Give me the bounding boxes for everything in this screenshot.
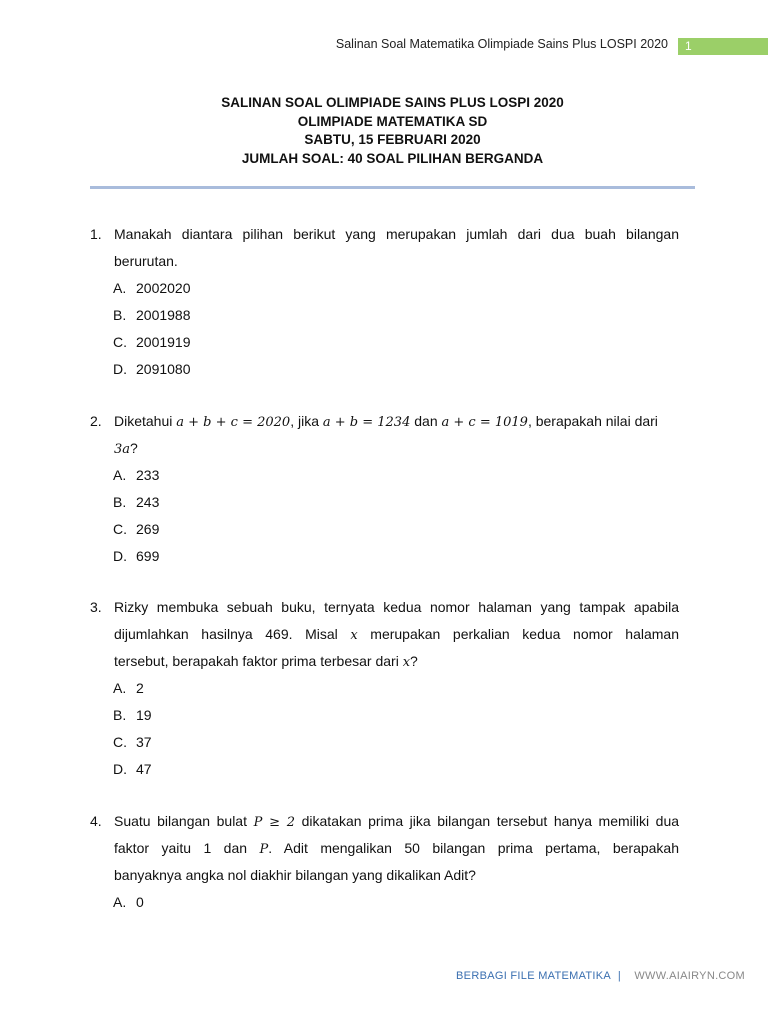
option-value: 233 [136, 467, 160, 483]
option-d [90, 543, 679, 570]
text-run: tersebut, berapakah faktor prima terbesar dari [114, 653, 399, 669]
text-run: dijumlahkan hasilnya 469. Misal [114, 626, 338, 642]
option-letter: C. [113, 521, 127, 537]
title-block [90, 94, 695, 168]
option-value: 2091080 [136, 361, 191, 377]
text-run: ? [130, 440, 138, 456]
math-expression: x [350, 628, 358, 643]
option-value: 2001919 [136, 334, 191, 350]
title-line-4: JUMLAH SOAL: 40 SOAL PILIHAN BERGANDA [241, 150, 544, 166]
question-text: Manakah diantara pilihan berikut yang merupakan jumlah dari dua buah bilangan [114, 226, 679, 242]
question-text: banyaknya angka nol diakhir bilangan yang dikalikan Adit? [114, 867, 476, 883]
option-value: 2002020 [136, 280, 191, 296]
title-line-3: SABTU, 15 FEBRUARI 2020 [304, 132, 481, 147]
option-letter: B. [113, 707, 127, 723]
option-letter: C. [113, 734, 127, 750]
text-run: ? [410, 653, 418, 669]
question-text [114, 435, 679, 463]
question-number: 2. [90, 413, 102, 429]
option-value: 2001988 [136, 307, 191, 323]
text-run: dan [414, 413, 438, 429]
question-3 [90, 594, 679, 783]
option-c [90, 329, 679, 356]
text-run: . Adit mengalikan 50 bilangan prima pertama, berapakah [268, 840, 680, 856]
option-a [90, 889, 679, 916]
text-run: Suatu bilangan bulat [114, 813, 247, 829]
math-expression: x [402, 655, 411, 670]
text-run: , jika [290, 413, 319, 429]
option-value: 0 [136, 894, 144, 910]
option-d [90, 356, 679, 383]
option-value: 2 [136, 680, 144, 696]
title-line-2: OLIMPIADE MATEMATIKA SD [297, 113, 488, 129]
option-letter: B. [113, 494, 127, 510]
math-expression: a + b + c = 2020 [176, 415, 291, 430]
page-number-badge: 1 [678, 38, 768, 55]
footer-website-link[interactable]: WWW.AIAIRYN.COM [634, 970, 745, 982]
text-run: Diketahui [114, 413, 173, 429]
option-b [90, 489, 679, 516]
title-line-1: SALINAN SOAL OLIMPIADE SAINS PLUS LOSPI 2020 [221, 95, 564, 110]
math-expression: P [259, 842, 269, 857]
question-text: Rizky membuka sebuah buku, ternyata kedua nomor halaman yang tampak apabila [114, 599, 679, 615]
footer-separator: | [617, 970, 621, 982]
option-a [90, 462, 679, 489]
option-letter: D. [113, 548, 127, 564]
running-header-title: Salinan Soal Matematika Olimpiade Sains Plus LOSPI 2020 [335, 37, 668, 51]
question-text [114, 835, 679, 863]
footer-label: BERBAGI FILE MATEMATIKA [456, 970, 611, 982]
math-expression: P ≥ 2 [253, 815, 296, 830]
text-run: faktor yaitu 1 dan [114, 840, 248, 856]
option-b [90, 302, 679, 329]
option-letter: A. [113, 467, 127, 483]
option-letter: C. [113, 334, 127, 350]
option-b [90, 702, 679, 729]
page-footer [0, 970, 745, 982]
question-number: 1. [90, 226, 102, 242]
text-run: dikatakan prima jika bilangan tersebut hanya memiliki dua [301, 813, 680, 829]
option-value: 243 [136, 494, 160, 510]
option-value: 269 [136, 521, 160, 537]
question-text [114, 408, 679, 436]
title-divider [90, 186, 695, 189]
text-run: , berapakah nilai dari [527, 413, 658, 429]
option-letter: D. [113, 361, 127, 377]
option-value: 19 [136, 707, 152, 723]
question-1 [90, 221, 679, 383]
math-expression: a + b = 1234 [322, 415, 411, 430]
question-text [114, 648, 679, 676]
math-expression: a + c = 1019 [441, 415, 528, 430]
option-value: 47 [136, 761, 152, 777]
option-value: 699 [136, 548, 160, 564]
option-c [90, 516, 679, 543]
option-value: 37 [136, 734, 152, 750]
option-letter: A. [113, 894, 127, 910]
option-letter: B. [113, 307, 127, 323]
question-text: berurutan. [114, 253, 178, 269]
option-a [90, 275, 679, 302]
option-letter: D. [113, 761, 127, 777]
question-number: 3. [90, 599, 102, 615]
question-4 [90, 808, 679, 916]
text-run: merupakan perkalian kedua nomor halaman [370, 626, 680, 642]
math-expression: 3a [114, 442, 131, 457]
option-d [90, 756, 679, 783]
option-letter: A. [113, 680, 127, 696]
option-c [90, 729, 679, 756]
option-a [90, 675, 679, 702]
question-2 [90, 408, 679, 570]
question-text [114, 621, 679, 649]
option-letter: A. [113, 280, 127, 296]
question-text [114, 808, 679, 836]
question-number: 4. [90, 813, 102, 829]
